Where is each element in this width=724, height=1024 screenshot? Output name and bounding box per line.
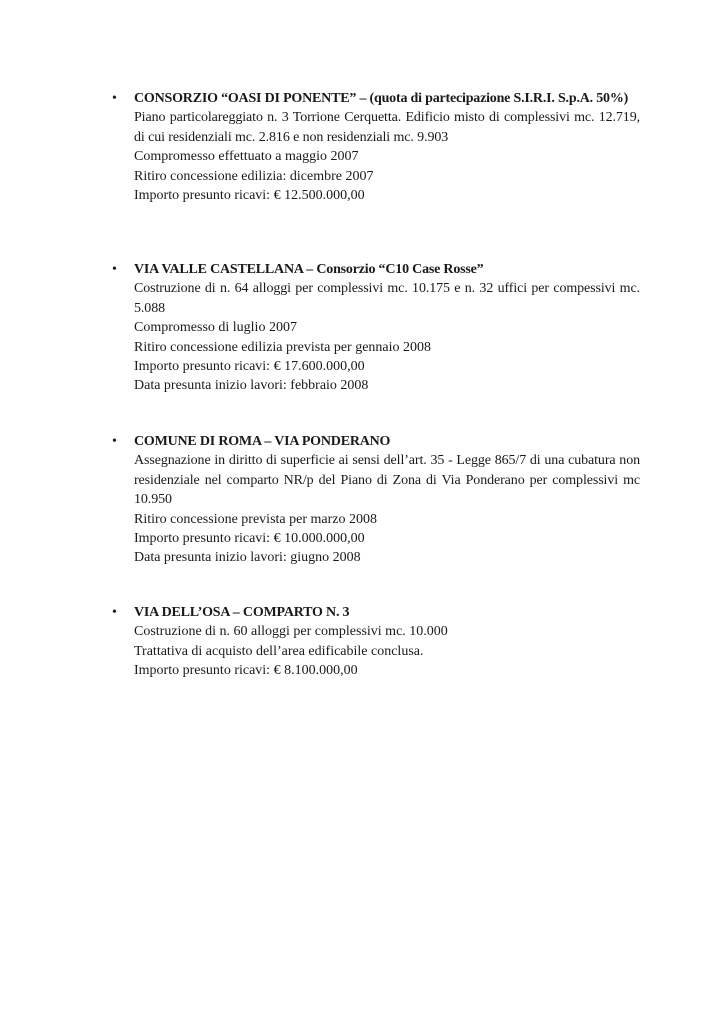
section-line: Costruzione di n. 64 alloggi per complessivi mc. 10.175 e n. 32 uffici per compessivi mc. 5.088: [134, 281, 640, 316]
project-section-via-ponderano: [112, 432, 640, 568]
section-line: Assegnazione in diritto di superficie ai sensi dell’art. 35 - Legge 865/7 di una cubatura non residenziale nel comparto NR/p del Piano di Zona di Via Ponderano per complessivi mc 10.950: [134, 453, 640, 508]
bullet-point: •: [112, 605, 117, 620]
section-line: Piano particolareggiato n. 3 Torrione Cerquetta. Edificio misto di complessivi mc. 12.719, di cui residenziali mc. 2.816 e non residenziali mc. 9.903: [134, 110, 640, 145]
section-line: Ritiro concessione edilizia prevista per gennaio 2008: [134, 339, 432, 355]
section-heading: COMUNE DI ROMA – VIA PONDERANO: [134, 434, 391, 449]
section-heading: CONSORZIO “OASI DI PONENTE” – (quota di partecipazione S.I.R.I. S.p.A. 50%): [134, 91, 629, 106]
section-line: Ritiro concessione edilizia: dicembre 2007: [134, 168, 374, 184]
section-line: Compromesso effettuato a maggio 2007: [134, 149, 359, 165]
section-content: [134, 260, 640, 396]
bullet-point: •: [112, 91, 117, 106]
section-line: Costruzione di n. 60 alloggi per complessivi mc. 10.000: [134, 624, 448, 640]
section-line: Data presunta inizio lavori: febbraio 2008: [134, 378, 369, 394]
section-heading: VIA VALLE CASTELLANA – Consorzio “C10 Case Rosse”: [134, 262, 484, 277]
section-line: Importo presunto ricavi: € 8.100.000,00: [134, 663, 358, 679]
project-section-via-dell-osa: [112, 603, 640, 681]
project-section-oasi-di-ponente: [112, 89, 640, 205]
section-line: Importo presunto ricavi: € 12.500.000,00: [134, 188, 365, 204]
section-line: Ritiro concessione prevista per marzo 2008: [134, 511, 377, 527]
section-content: [134, 603, 640, 681]
section-heading: VIA DELL’OSA – COMPARTO N. 3: [134, 605, 350, 620]
section-content: [134, 432, 640, 568]
section-line: Compromesso di luglio 2007: [134, 320, 297, 336]
section-line: Trattativa di acquisto dell’area edificabile conclusa.: [134, 643, 424, 659]
bullet-point: •: [112, 434, 117, 449]
project-section-via-valle-castellana: [112, 260, 640, 396]
section-content: [134, 89, 640, 205]
section-line: Importo presunto ricavi: € 17.600.000,00: [134, 359, 365, 375]
section-line: Importo presunto ricavi: € 10.000.000,00: [134, 531, 365, 547]
bullet-point: •: [112, 262, 117, 277]
section-line: Data presunta inizio lavori: giugno 2008: [134, 550, 361, 566]
